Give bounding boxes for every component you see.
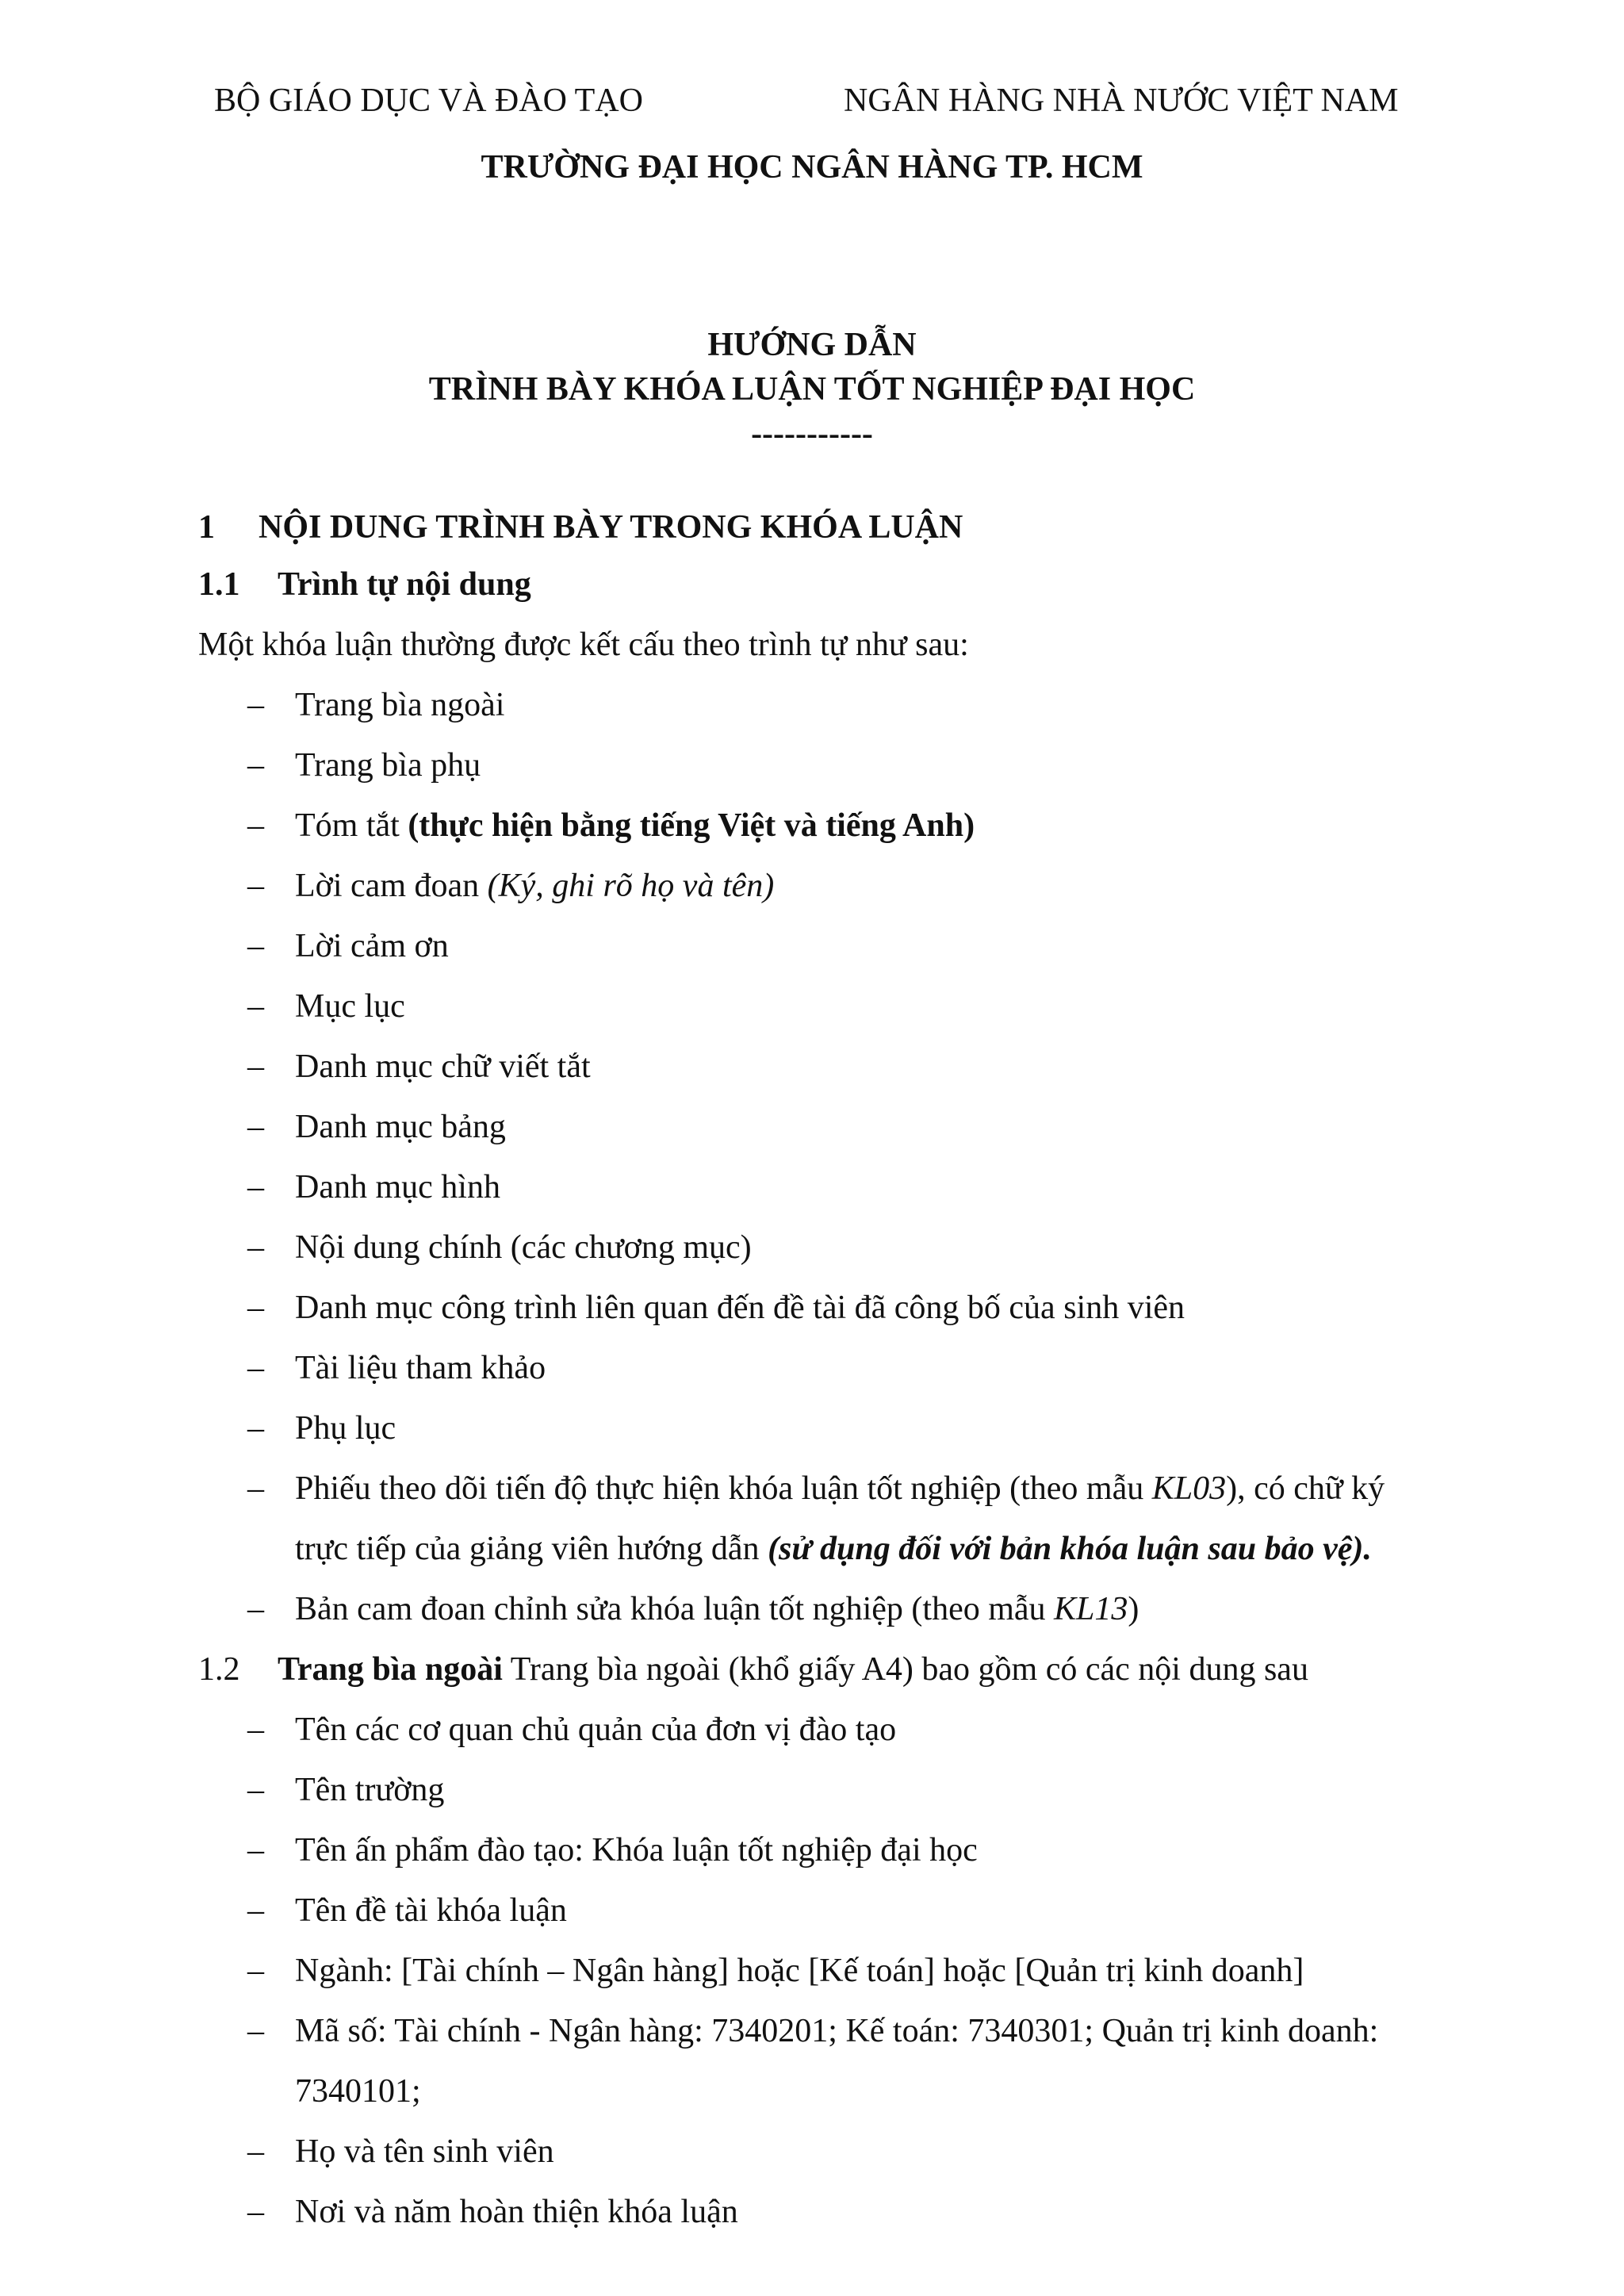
- list-item: Tên các cơ quan chủ quản của đơn vị đào tạo: [295, 1711, 897, 1748]
- bullet: –: [247, 2013, 264, 2049]
- bullet: –: [247, 747, 264, 784]
- bullet: –: [247, 687, 264, 723]
- list-item: Danh mục bảng: [295, 1109, 506, 1145]
- list-item: Mã số: Tài chính - Ngân hàng: 7340201; Kế toán: 7340301; Quản trị kinh doanh:: [295, 2013, 1379, 2049]
- list-item: [295, 1593, 1139, 1626]
- section-1-2-heading: Trang bìa ngoài: [278, 1651, 503, 1688]
- ministry-name: BỘ GIÁO DỤC VÀ ĐÀO TẠO: [214, 82, 643, 119]
- list-item: Danh mục chữ viết tắt: [295, 1048, 591, 1085]
- list-item-text: Phiếu theo dõi tiến độ thực hiện khóa luận tốt nghiệp (theo mẫu: [295, 1470, 1152, 1507]
- list-item: [295, 1472, 1385, 1505]
- title-separator: -----------: [751, 416, 873, 452]
- section-1-1-number: 1.1: [198, 566, 240, 603]
- form-code: KL03: [1151, 1470, 1227, 1507]
- list-item-text: trực tiếp của giảng viên hướng dẫn: [295, 1531, 768, 1567]
- bullet: –: [247, 1892, 264, 1929]
- bullet: –: [247, 1169, 264, 1205]
- section-1-number: 1: [198, 509, 215, 546]
- bullet: –: [247, 1711, 264, 1748]
- bullet: –: [247, 1410, 264, 1447]
- bank-name: NGÂN HÀNG NHÀ NƯỚC VIỆT NAM: [844, 82, 1399, 119]
- list-item: Tên đề tài khóa luận: [295, 1892, 567, 1929]
- section-1-2-number: 1.2: [198, 1651, 240, 1688]
- bullet: –: [247, 1229, 264, 1266]
- bullet: –: [247, 807, 264, 844]
- list-item-text: ): [1128, 1591, 1139, 1627]
- list-item-emphasis: (sử dụng đối với bản khóa luận sau bảo vệ).: [768, 1531, 1372, 1567]
- bullet: –: [247, 1953, 264, 1989]
- list-item: Trang bìa phụ: [295, 747, 481, 784]
- list-item: Phụ lục: [295, 1410, 396, 1447]
- list-item: Họ và tên sinh viên: [295, 2133, 554, 2170]
- list-item: Danh mục hình: [295, 1169, 500, 1205]
- bullet: –: [247, 1591, 264, 1627]
- list-item: [295, 869, 774, 903]
- list-item-text: Lời cam đoan: [295, 868, 488, 904]
- list-item-note: (Ký, ghi rõ họ và tên): [487, 868, 775, 904]
- section-1-1-intro: Một khóa luận thường được kết cấu theo trình tự như sau:: [198, 627, 969, 663]
- list-item-text: ), có chữ ký: [1226, 1470, 1385, 1507]
- list-item: Lời cảm ơn: [295, 928, 449, 964]
- bullet: –: [247, 988, 264, 1025]
- list-item-emphasis: (thực hiện bằng tiếng Việt và tiếng Anh): [408, 807, 975, 844]
- section-1-heading: NỘI DUNG TRÌNH BÀY TRONG KHÓA LUẬN: [259, 509, 963, 546]
- list-item-text: Tóm tắt: [295, 807, 408, 844]
- list-item-continuation: 7340101;: [295, 2073, 421, 2110]
- list-item: Trang bìa ngoài: [295, 687, 505, 723]
- bullet: –: [247, 2194, 264, 2230]
- bullet: –: [247, 868, 264, 904]
- list-item: Tên trường: [295, 1772, 445, 1808]
- bullet: –: [247, 928, 264, 964]
- bullet: –: [247, 2133, 264, 2170]
- list-item: Ngành: [Tài chính – Ngân hàng] hoặc [Kế toán] hoặc [Quản trị kinh doanh]: [295, 1953, 1304, 1989]
- list-item: Nội dung chính (các chương mục): [295, 1229, 752, 1266]
- bullet: –: [247, 1772, 264, 1808]
- bullet: –: [247, 1109, 264, 1145]
- list-item: Mục lục: [295, 988, 405, 1025]
- list-item: Tài liệu tham khảo: [295, 1350, 546, 1386]
- list-item: Nơi và năm hoàn thiện khóa luận: [295, 2194, 738, 2230]
- list-item: Tên ấn phẩm đào tạo: Khóa luận tốt nghiệp đại học: [295, 1832, 978, 1869]
- list-item-text: Bản cam đoan chỉnh sửa khóa luận tốt nghiệp (theo mẫu: [295, 1591, 1055, 1627]
- section-1-1-heading: Trình tự nội dung: [278, 566, 531, 603]
- bullet: –: [247, 1350, 264, 1386]
- bullet: –: [247, 1470, 264, 1507]
- university-name: TRƯỜNG ĐẠI HỌC NGÂN HÀNG TP. HCM: [481, 149, 1143, 186]
- document-subtitle: TRÌNH BÀY KHÓA LUẬN TỐT NGHIỆP ĐẠI HỌC: [428, 371, 1196, 408]
- form-code: KL13: [1054, 1591, 1128, 1627]
- list-item: [295, 809, 975, 842]
- bullet: –: [247, 1048, 264, 1085]
- list-item-continuation: [295, 1532, 1372, 1566]
- bullet: –: [247, 1290, 264, 1326]
- bullet: –: [247, 1832, 264, 1869]
- section-1-2-line: [278, 1653, 1308, 1686]
- document-title: HƯỚNG DẪN: [707, 327, 917, 363]
- list-item: Danh mục công trình liên quan đến đề tài đã công bố của sinh viên: [295, 1290, 1185, 1326]
- section-1-2-intro: Trang bìa ngoài (khổ giấy A4) bao gồm có các nội dung sau: [502, 1651, 1308, 1688]
